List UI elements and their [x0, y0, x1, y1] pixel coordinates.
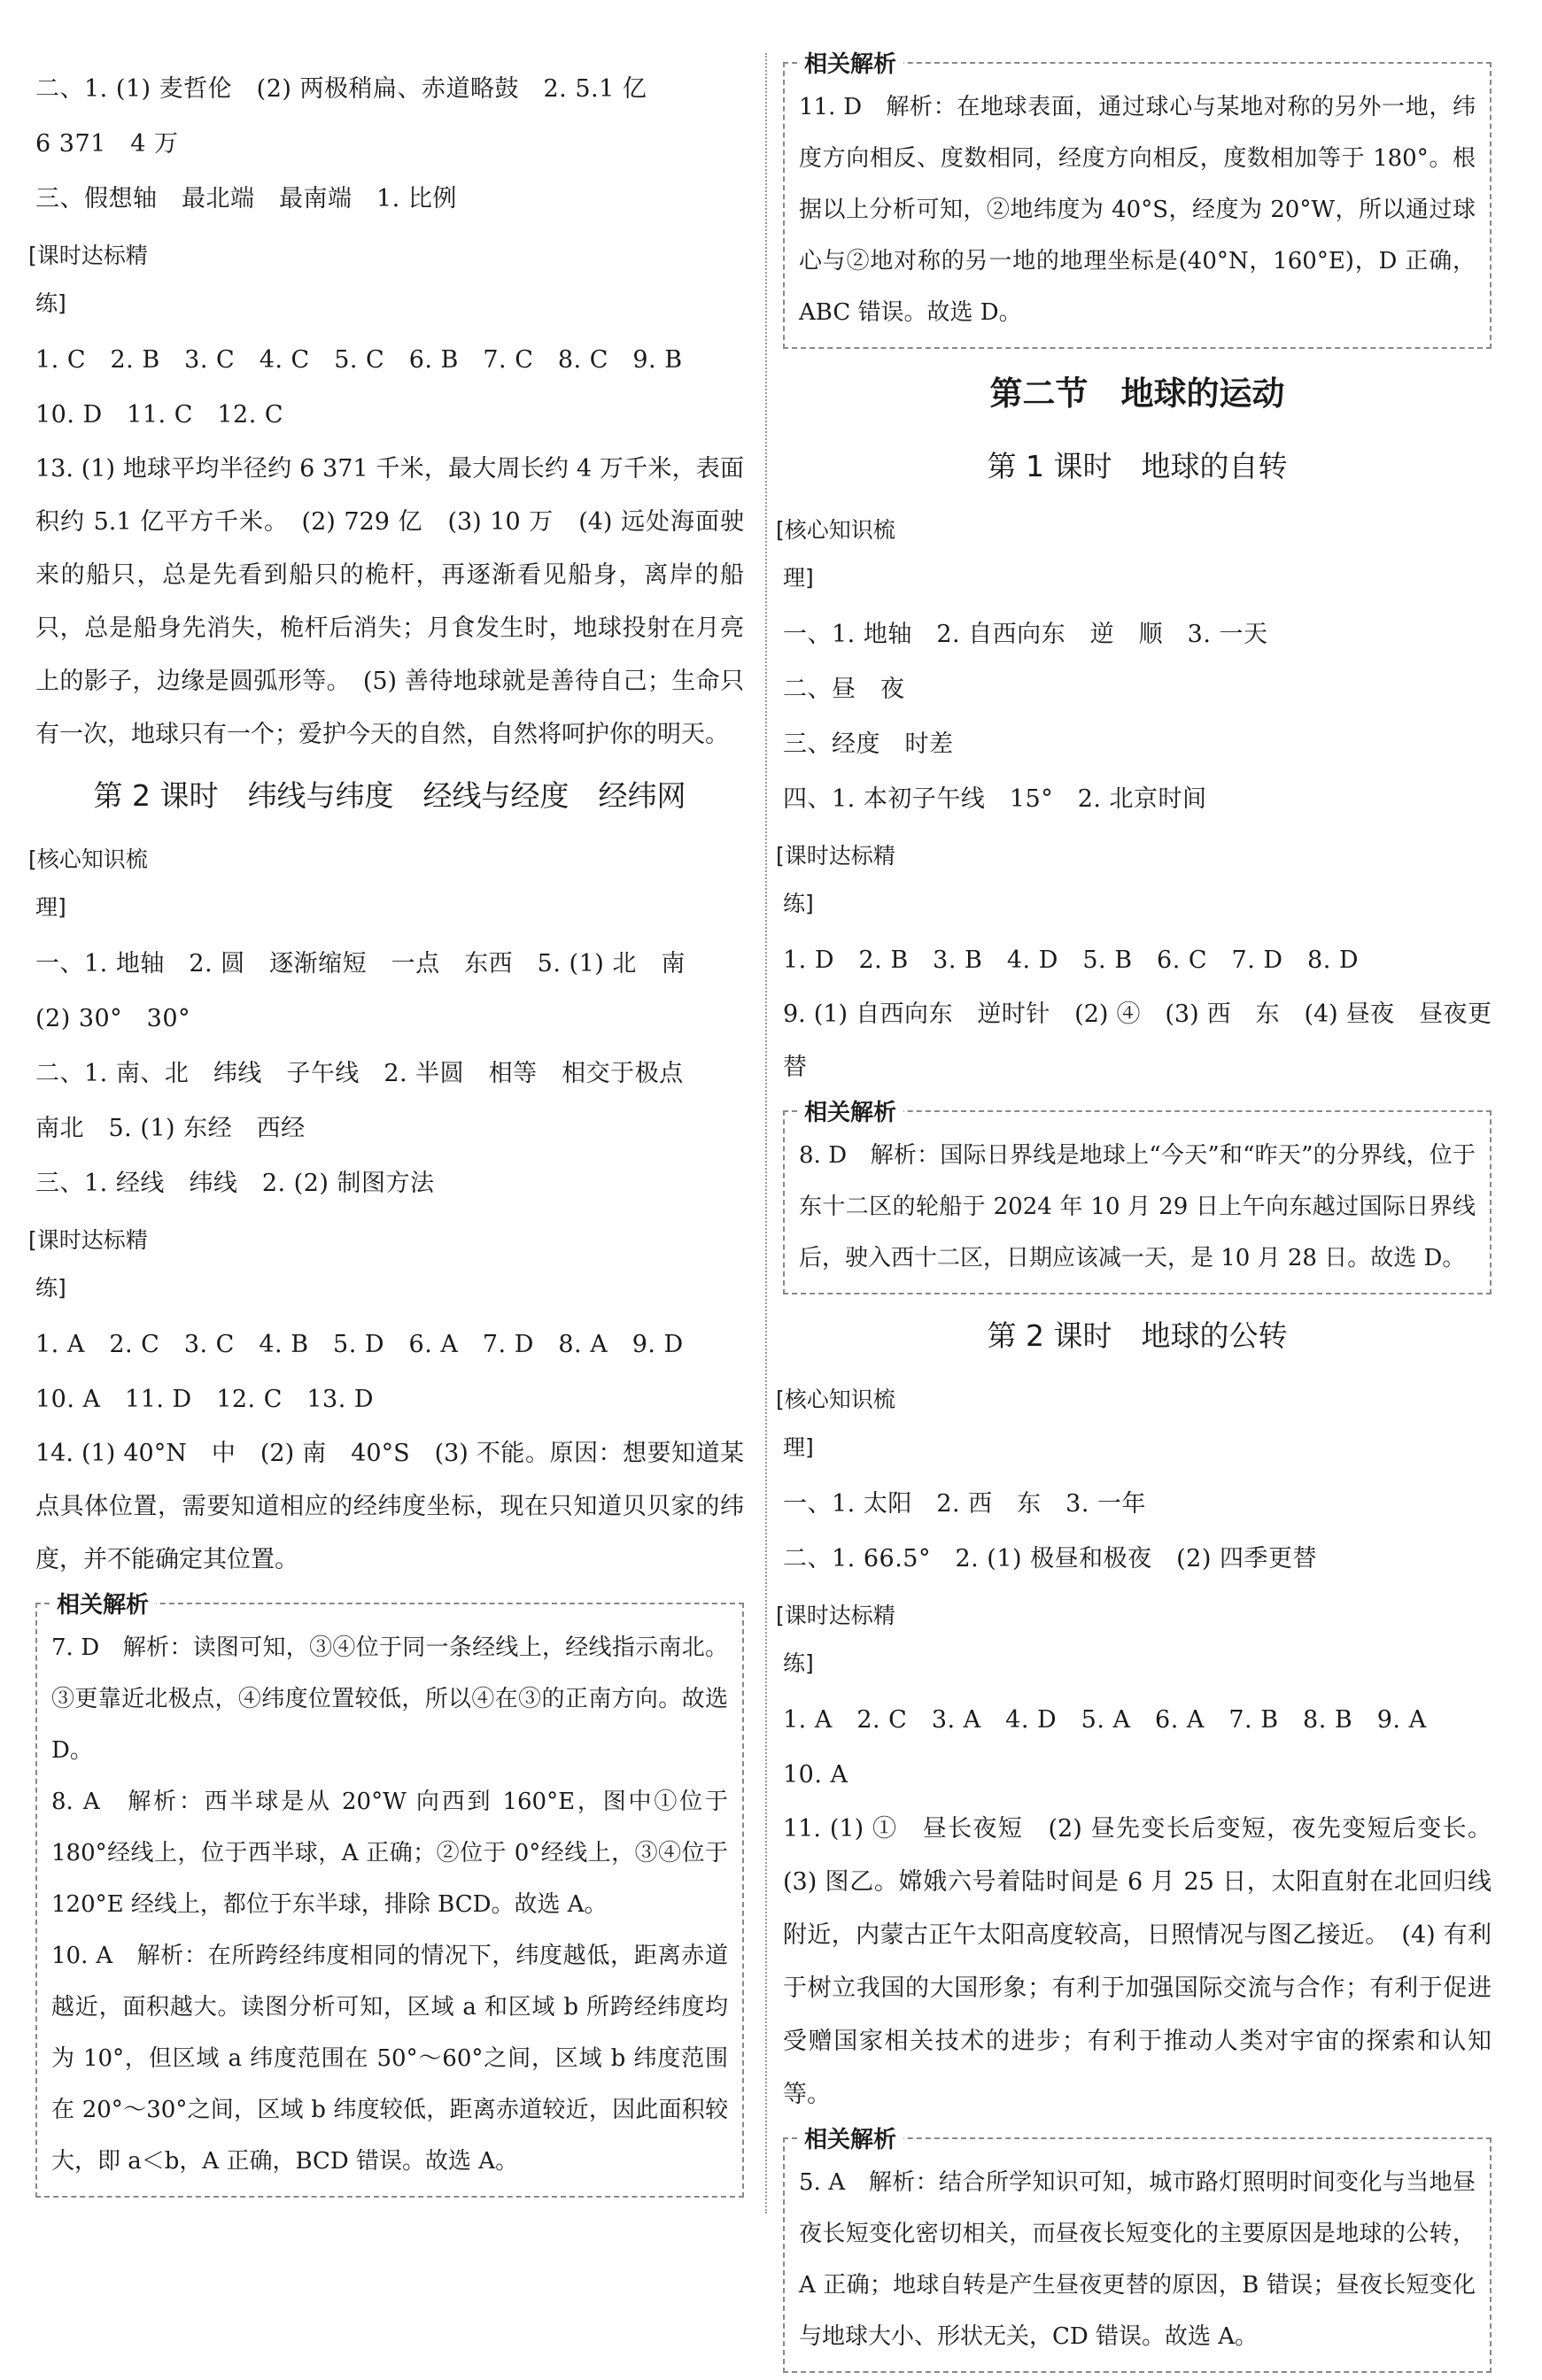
analysis-box: [783, 2127, 1492, 2373]
answer-line: 二、1. (1) 麦哲伦 (2) 两极稍扁、赤道略鼓 2. 5.1 亿: [35, 75, 647, 103]
analysis-paragraph: 11. D 解析：在地球表面，通过球心与某地对称的另外一地，纬度方向相反、度数相同，经度方向相反，度数相加等于 180°。根据以上分析可知，②地纬度为 40°S，经度为 20°W，所以通过球心与②地对称的另一地的地理坐标是(40°N，160°E)，D 正确，ABC 错误。故选 D。: [799, 94, 1476, 326]
analysis-box-title: 相关解析: [50, 1587, 156, 1619]
answer-line: 南北 5. (1) 东经 西经: [35, 1115, 306, 1142]
answer-line: 三、假想轴 最北端 最南端 1. 比例: [35, 185, 457, 212]
answer-line: (2) 30° 30°: [35, 1005, 191, 1032]
answer-line: 二、1. 南、北 纬线 子午线 2. 半圆 相等 相交于极点: [35, 1060, 684, 1087]
analysis-box-title: 相关解析: [797, 1094, 903, 1127]
left-column: [35, 62, 744, 2205]
analysis-paragraph: 7. D 解析：读图可知，③④位于同一条经线上，经线指示南北。③更靠近北极点，④纬度位置较低，所以④在③的正南方向。故选 D。: [51, 1634, 728, 1764]
answer-line: 1. A 2. C 3. A 4. D 5. A 6. A 7. B 8. B 9. A: [783, 1706, 1427, 1734]
analysis-box: [35, 1592, 744, 2198]
section-label: [ 核心知识梳理 ]: [783, 506, 919, 602]
answer-line: 6 371 4 万: [35, 130, 179, 158]
answer-line: 一、1. 太阳 2. 西 东 3. 一年: [783, 1490, 1147, 1518]
answer-line: 10. A: [783, 1761, 848, 1789]
column-divider: [765, 53, 767, 2214]
analysis-box-title: 相关解析: [797, 46, 903, 79]
answer-paragraph: 11. (1) ① 昼长夜短 (2) 昼先变长后变短，夜先变短后变长。(3) 图乙。嫦娥六号着陆时间是 6 月 25 日，太阳直射在北回归线附近，内蒙古正午太阳高度较高，日照情况与图乙接近。 (4) 有利于树立我国的大国形象；有利于加强国际交流与合作；有利于促进受赠国家相关技术的进步；有利于推动人类对宇宙的探索和认知等。: [783, 1815, 1492, 2108]
answer-paragraph: 9. (1) 自西向东 逆时针 (2) ④ (3) 西 东 (4) 昼夜 昼夜更替: [783, 1001, 1492, 1081]
lesson-title: 第 1 课时 地球的自转: [987, 449, 1288, 483]
answer-paragraph: 13. (1) 地球平均半径约 6 371 千米，最大周长约 4 万千米，表面积约 5.1 亿平方千米。 (2) 729 亿 (3) 10 万 (4) 远处海面驶来的船只，总是先看到船只的桅杆，再逐渐看见船身，离岸的船只，总是船身先消失，桅杆后消失；月食发生时，地球投射在月亮上的影子，边缘是圆弧形等。 (5) 善待地球就是善待自己；生命只有一次，地球只有一个；爱护今天的自然，自然将呵护你的明天。: [35, 455, 744, 748]
section-label: [ 课时达标精练 ]: [35, 232, 172, 328]
answer-line: 一、1. 地轴 2. 圆 逐渐缩短 一点 东西 5. (1) 北 南: [35, 950, 686, 978]
answer-line: 1. C 2. B 3. C 4. C 5. C 6. B 7. C 8. C 9. B: [35, 346, 683, 374]
analysis-paragraph: 8. A 解析：西半球是从 20°W 向西到 160°E，图中①位于 180°经线上，位于西半球，A 正确；②位于 0°经线上，③④位于 120°E 经线上，都位于东半球，排除 BCD。故选 A。: [51, 1789, 728, 1918]
answer-line: 三、1. 经线 纬线 2. (2) 制图方法: [35, 1170, 435, 1197]
answer-line: 1. D 2. B 3. B 4. D 5. B 6. C 7. D 8. D: [783, 947, 1360, 974]
lesson-title: 第 2 课时 纬线与纬度 经线与经度 经纬网: [93, 778, 686, 813]
analysis-box: [783, 51, 1492, 349]
analysis-paragraph: 5. A 解析：结合所学知识可知，城市路灯照明时间变化与当地昼夜长短变化密切相关，而昼夜长短变化的主要原因是地球的公转，A 正确；地球自转是产生昼夜更替的原因，B 错误；昼夜长短变化与地球大小、形状无关，CD 错误。故选 A。: [799, 2169, 1476, 2350]
analysis-paragraph: 8. D 解析：国际日界线是地球上“今天”和“昨天”的分界线，位于东十二区的轮船于 2024 年 10 月 29 日上午向东越过国际日界线后，驶入西十二区，日期应该减一天，是 10 月 28 日。故选 D。: [799, 1142, 1476, 1271]
analysis-box: [783, 1100, 1492, 1294]
answer-line: 三、经度 时差: [783, 730, 954, 758]
section-label: [ 核心知识梳理 ]: [35, 836, 172, 931]
answer-line: 二、1. 66.5° 2. (1) 极昼和极夜 (2) 四季更替: [783, 1545, 1317, 1572]
answer-line: 10. D 11. C 12. C: [35, 401, 284, 429]
analysis-paragraph: 10. A 解析：在所跨经纬度相同的情况下，纬度越低，距离赤道越近，面积越大。读图分析可知，区域 a 和区域 b 所跨经纬度均为 10°，但区域 a 纬度范围在 50°～60°之间，区域 b 纬度范围在 20°～30°之间，区域 b 纬度较低，距离赤道较近，因此面积较大，即 a＜b，A 正确，BCD 错误。故选 A。: [51, 1943, 728, 2175]
section-label: [ 课时达标精练 ]: [35, 1217, 172, 1312]
lesson-title: 第 2 课时 地球的公转: [987, 1318, 1288, 1353]
answer-line: 一、1. 地轴 2. 自西向东 逆 顺 3. 一天: [783, 621, 1268, 648]
answer-line: 二、昼 夜: [783, 676, 905, 703]
answer-paragraph: 14. (1) 40°N 中 (2) 南 40°S (3) 不能。原因：想要知道某点具体位置，需要知道相应的经纬度坐标，现在只知道贝贝家的纬度，并不能确定其位置。: [35, 1440, 744, 1573]
section-label: [ 课时达标精练 ]: [783, 1592, 919, 1688]
answer-line: 1. A 2. C 3. C 4. B 5. D 6. A 7. D 8. A 9. D: [35, 1331, 684, 1358]
section-label: [ 课时达标精练 ]: [783, 832, 919, 928]
analysis-box-title: 相关解析: [797, 2121, 903, 2154]
section-title: 第二节 地球的运动: [989, 375, 1285, 413]
right-column: [783, 51, 1492, 2380]
section-label: [ 核心知识梳理 ]: [783, 1376, 919, 1472]
answer-line: 10. A 11. D 12. C 13. D: [35, 1386, 375, 1413]
answer-line: 四、1. 本初子午线 15° 2. 北京时间: [783, 785, 1207, 813]
